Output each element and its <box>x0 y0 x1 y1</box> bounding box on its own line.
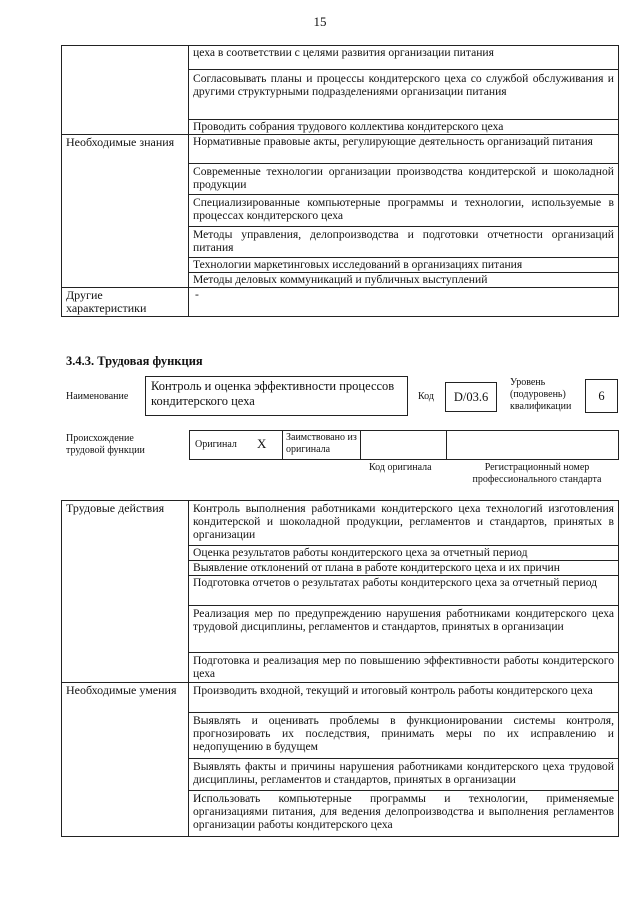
table-row <box>62 288 619 317</box>
level-label: Уровень (подуровень) квалификации <box>510 377 572 412</box>
requirements-table-bottom <box>61 500 619 837</box>
list-item: - <box>189 288 619 317</box>
requirements-table-top <box>61 45 619 317</box>
list-item: Выявление отклонений от плана в работе кондитерского цеха и их причин <box>189 561 618 576</box>
code-original-caption: Код оригинала <box>369 462 432 473</box>
table-row <box>62 135 619 288</box>
list-item: Выявлять и оценивать проблемы в функционировании системы контроля, прогнозировать их последствия, принимать меры по их исправлению и недопущению в будущем <box>189 713 618 759</box>
table-row <box>62 683 619 837</box>
list-item: Выявлять факты и причины нарушения работниками кондитерского цеха трудовой дисциплины, регламентов и стандартов, принятых в организации <box>189 759 618 791</box>
list-item: Проводить собрания трудового коллектива кондитерского цеха <box>193 120 504 133</box>
list-item: Современные технологии организации производства кондитерской и шоколадной продукции <box>189 164 618 195</box>
list-item: Оценка результатов работы кондитерского цеха за отчетный период <box>189 546 618 561</box>
row-label <box>62 46 189 135</box>
list-item: Методы деловых коммуникаций и публичных выступлений <box>193 273 488 286</box>
code-label: Код <box>418 391 434 402</box>
list-item: Использовать компьютерные программы и технологии, применяемые организациями питания, для ведения делопроизводства и выполнения регламентов организации работы кондитерского цеха <box>193 792 614 831</box>
level-value: 6 <box>585 379 618 413</box>
row-label: Трудовые действия <box>62 501 189 683</box>
name-label: Наименование <box>66 391 129 402</box>
list-item: Контроль выполнения работниками кондитерского цеха технологий изготовления кондитерской и шоколадной продукции, регламентов и стандартов, принятых в организации <box>189 501 618 546</box>
row-label: Другие характеристики <box>62 288 189 317</box>
row-label: Необходимые умения <box>62 683 189 837</box>
list-item: Технологии маркетинговых исследований в организациях питания <box>189 258 618 273</box>
list-item: цеха в соответствии с целями развития организации питания <box>189 46 618 70</box>
function-code: D/03.6 <box>445 382 497 412</box>
list-item: Нормативные правовые акты, регулирующие деятельность организаций питания <box>189 135 618 164</box>
list-item: Подготовка отчетов о результатах работы кондитерского цеха за отчетный период <box>189 576 618 606</box>
original-mark: X <box>257 436 267 451</box>
origin-grid <box>189 430 619 460</box>
list-item: Производить входной, текущий и итоговый контроль работы кондитерского цеха <box>189 683 618 713</box>
section-title: 3.4.3. Трудовая функция <box>66 354 203 368</box>
original-label: Оригинал <box>195 439 237 450</box>
function-name: Контроль и оценка эффективности процессов кондитерского цеха <box>145 376 408 416</box>
list-item: Специализированные компьютерные программы и технологии, используемые в процессах кондитерского цеха <box>189 195 618 227</box>
table-row <box>62 46 619 135</box>
table-row <box>62 501 619 683</box>
row-label: Необходимые знания <box>62 135 189 288</box>
list-item: Подготовка и реализация мер по повышению эффективности работы кондитерского цеха <box>193 654 614 680</box>
origin-label: Происхождение трудовой функции <box>66 433 145 456</box>
reg-number-caption: Регистрационный номер профессионального стандарта <box>472 462 602 485</box>
page-number: 15 <box>313 14 327 29</box>
list-item: Реализация мер по предупреждению нарушения работниками кондитерского цеха трудовой дисциплины, регламентов и стандартов, принятых в организации <box>189 606 618 653</box>
list-item: Методы управления, делопроизводства и подготовки отчетности организаций питания <box>189 227 618 258</box>
borrowed-label: Заимствовано из оригинала <box>286 432 357 455</box>
list-item: Согласовывать планы и процессы кондитерского цеха со службой обслуживания и другими структурными подразделениями организации питания <box>189 70 618 120</box>
